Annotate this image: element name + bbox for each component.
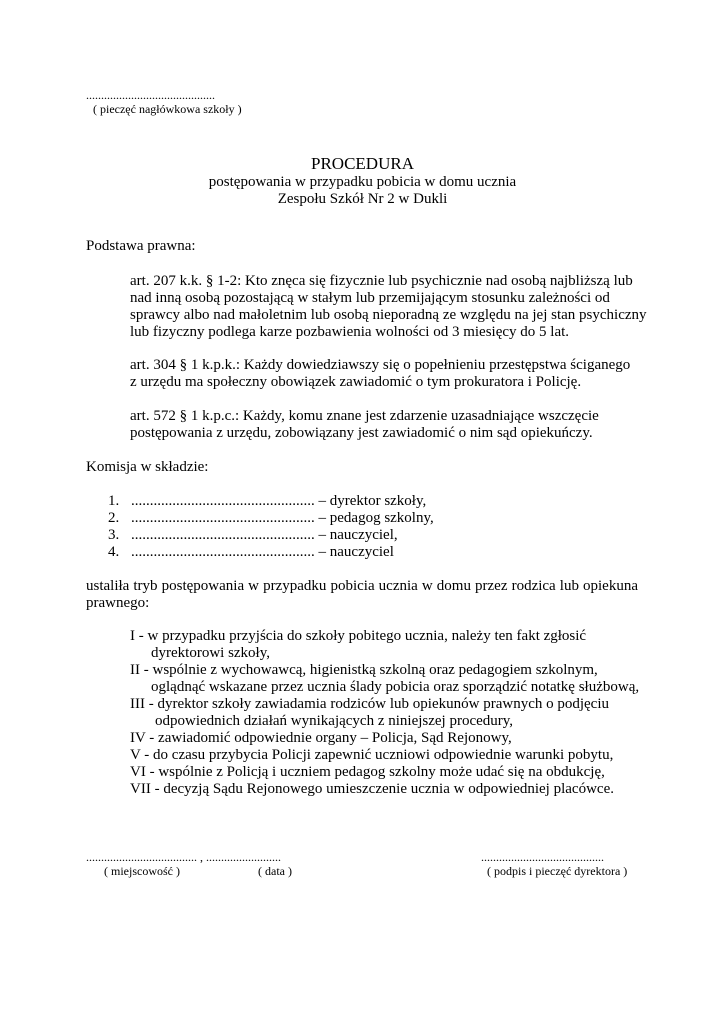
member-line: ................................................. – pedagog szkolny, (131, 510, 434, 526)
article-line: sprawcy albo nad małoletnim lub osobą nieporadną ze względu na jej stan psychiczny (130, 307, 647, 323)
step-6: VI - wspólnie z Policją i uczniem pedagog szkolny może udać się na obdukcję, (130, 764, 605, 780)
step-5: V - do czasu przybycia Policji zapewnić uczniowi odpowiednie warunki pobytu, (130, 747, 614, 763)
director-signature-placeholder: ......................................... (481, 850, 604, 864)
member-number: 2. (108, 510, 120, 526)
step-1-continued: dyrektorowi szkoły, (151, 645, 271, 661)
step-7: VII - decyzją Sądu Rejonowego umieszczenie ucznia w odpowiedniej placówce. (130, 781, 614, 797)
article-line: z urzędu ma społeczny obowiązek zawiadomić o tym prokuratora i Policję. (130, 374, 582, 390)
article-line: art. 304 § 1 k.p.k.: Każdy dowiedziawszy się o popełnieniu przestępstwa ściganego (130, 357, 631, 373)
step-4: IV - zawiadomić odpowiednie organy – Policja, Sąd Rejonowy, (130, 730, 512, 746)
place-caption: ( miejscowość ) (104, 864, 180, 878)
member-line: ................................................. – nauczyciel (131, 544, 394, 560)
established-line-2: prawnego: (86, 595, 150, 611)
article-line: art. 207 k.k. § 1-2: Kto znęca się fizycznie lub psychicznie nad osobą najbliższą lub (130, 273, 633, 289)
stamp-placeholder: ........................................... (86, 88, 215, 102)
member-number: 4. (108, 544, 120, 560)
document-subtitle-2: Zespołu Szkół Nr 2 w Dukli (277, 191, 448, 207)
member-number: 1. (108, 493, 120, 509)
step-2: II - wspólnie z wychowawcą, higienistką szkolną oraz pedagogiem szkolnym, (130, 662, 598, 678)
established-line-1: ustaliła tryb postępowania w przypadku pobicia ucznia w domu przez rodzica lub opiekuna (86, 578, 638, 594)
member-number: 3. (108, 527, 120, 543)
date-caption: ( data ) (258, 864, 292, 878)
step-2-continued: oglądnąć wskazane przez ucznia ślady pobicia oraz sporządzić notatkę służbową, (151, 679, 640, 695)
place-date-placeholder: ..................................... , ......................... (86, 850, 281, 864)
member-line: ................................................. – nauczyciel, (131, 527, 398, 543)
director-signature-caption: ( podpis i pieczęć dyrektora ) (487, 864, 628, 878)
step-3: III - dyrektor szkoły zawiadamia rodziców lub opiekunów prawnych o podjęciu (130, 696, 610, 712)
step-3-continued: odpowiednich działań wynikających z niniejszej procedury, (155, 713, 514, 729)
document-subtitle-1: postępowania w przypadku pobicia w domu ucznia (208, 174, 517, 190)
article-line: lub fizyczny podlega karze pozbawienia wolności od 3 miesięcy do 5 lat. (130, 324, 570, 340)
article-572 (130, 408, 599, 442)
article-304 (130, 357, 630, 391)
member-line: ................................................. – dyrektor szkoły, (131, 493, 427, 509)
article-line: postępowania z urzędu, zobowiązany jest zawiadomić o nim sąd opiekuńczy. (130, 425, 593, 441)
legal-basis-heading: Podstawa prawna: (86, 238, 196, 254)
document-title: PROCEDURA (311, 154, 414, 173)
article-207 (130, 273, 647, 341)
article-line: nad inną osobą pozostającą w stałym lub przemijającym stosunku zależności od (130, 290, 610, 306)
stamp-caption: ( pieczęć nagłówkowa szkoły ) (93, 102, 242, 116)
article-line: art. 572 § 1 k.p.c.: Każdy, komu znane jest zdarzenie uzasadniające wszczęcie (130, 408, 599, 424)
commission-heading: Komisja w składzie: (86, 459, 209, 475)
step-1: I - w przypadku przyjścia do szkoły pobitego ucznia, należy ten fakt zgłosić (130, 628, 587, 644)
